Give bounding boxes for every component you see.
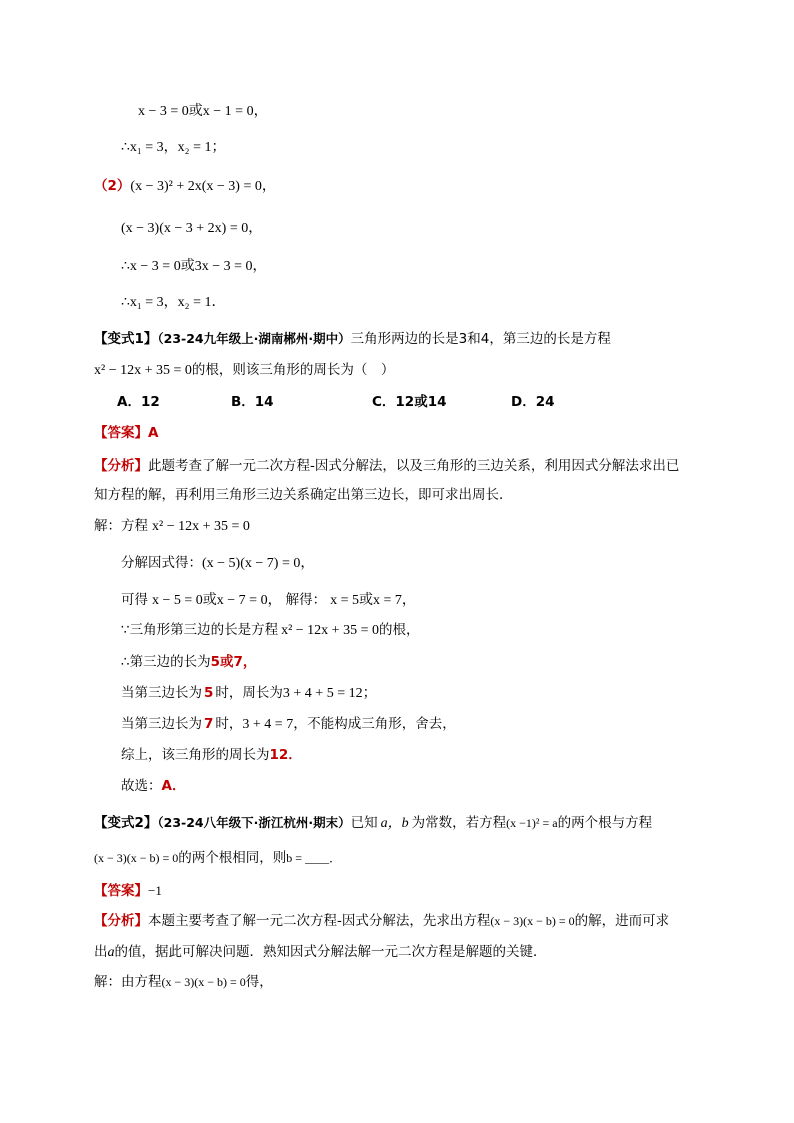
- equation: (x − 3)² + 2x(x − 3) = 0，: [130, 179, 276, 194]
- equation: 3 + 4 = 7，: [242, 717, 308, 732]
- solution-text: ∵三角形第三边的长是方程: [121, 622, 279, 638]
- highlight-value: 12．: [269, 747, 302, 763]
- answer-label: 【答案】: [94, 883, 148, 899]
- option-b: B．14: [231, 394, 274, 410]
- solution-line: [121, 553, 314, 574]
- question-stem: [94, 329, 611, 349]
- stem-text: 的两个根相同，则: [178, 850, 287, 866]
- highlight-value: 7: [204, 716, 214, 732]
- solution-line: [94, 972, 273, 992]
- stem-text: 为常数，若方程: [411, 815, 507, 831]
- analysis-text: 本题主要考查了解一元二次方程-因式分解法，先求出方程: [148, 913, 491, 929]
- question-stem: [94, 360, 394, 381]
- highlight-value: 5或7，: [210, 654, 257, 670]
- solution-line: [94, 516, 250, 537]
- solution-line: (x − 3)(x − 3 + 2x) = 0，: [121, 221, 263, 236]
- question-source: （23-24八年级下·浙江杭州·期末）: [157, 815, 351, 830]
- question-tag: 【变式2】: [94, 815, 158, 831]
- answer-line: [94, 881, 162, 901]
- answer-value: −1: [148, 883, 162, 898]
- answer-value: A: [148, 425, 159, 441]
- question-tag: 【变式1】: [94, 331, 158, 347]
- solution-line: [121, 683, 377, 704]
- solution-line: ∴x₁ = 3，x₂ = 1；: [121, 140, 226, 155]
- solution-text: 解：由方程: [94, 974, 162, 990]
- solution-line: x − 3 = 0或x − 1 = 0，: [138, 104, 268, 119]
- analysis-text: 的解，进而可求: [574, 913, 670, 929]
- equation: (x −1)² = a: [506, 816, 558, 830]
- answer-label: 【答案】: [94, 425, 148, 441]
- solution-text: 综上，该三角形的周长为: [121, 747, 270, 763]
- solution-line: [121, 776, 185, 796]
- equation: x² − 12x + 35 = 0: [281, 623, 379, 638]
- equation: x = 5或x = 7，: [330, 593, 416, 608]
- stem-text: 的两个根与方程: [557, 815, 653, 831]
- analysis-text: 出: [94, 944, 108, 960]
- solution-text: 得，: [245, 974, 273, 990]
- highlight-value: A．: [161, 778, 186, 794]
- analysis-label: 【分析】: [94, 913, 148, 929]
- solution-text: ∴第三边的长为: [121, 654, 211, 670]
- equation: (x − 5)(x − 7) = 0，: [202, 556, 315, 571]
- equation: (x − 3)(x − b) = 0: [94, 851, 179, 865]
- solution-line: [121, 745, 302, 765]
- solution-line: [121, 620, 419, 641]
- solution-line: ∴x₁ = 3，x₂ = 1．: [121, 295, 226, 310]
- variables: a，b: [380, 816, 409, 831]
- question-stem: [94, 848, 341, 868]
- option-c: C．12或14: [372, 394, 447, 410]
- solution-text: 不能构成三角形，舍去，: [307, 716, 456, 732]
- question-stem: [94, 813, 652, 834]
- equation: x² − 12x + 35 = 0: [152, 519, 250, 534]
- solution-text: 的根，: [378, 622, 420, 638]
- equation: (x − 3)(x − b) = 0: [161, 975, 246, 989]
- analysis-line: [94, 942, 547, 963]
- analysis-text: 此题考查了解一元二次方程-因式分解法，以及三角形的三边关系，利用因式分解法求出已: [148, 458, 680, 474]
- solution-text: 当第三边长为: [121, 716, 202, 732]
- answer-line: [94, 423, 158, 443]
- equation: x² − 12x + 35 = 0: [94, 363, 192, 378]
- question-source: （23-24九年级上·湖南郴州·期中）: [157, 331, 351, 346]
- analysis-label: 【分析】: [94, 458, 148, 474]
- option-a: A．12: [117, 394, 160, 410]
- stem-text: 已知: [350, 815, 378, 831]
- solution-line: [121, 652, 256, 672]
- solution-text: 解：方程: [94, 518, 148, 534]
- part-label: （2）: [94, 178, 131, 194]
- solution-text: 分解因式得：: [121, 555, 202, 571]
- solution-line: ∴x − 3 = 0或3x − 3 = 0，: [121, 259, 267, 274]
- solution-text: 解得：: [285, 592, 327, 608]
- highlight-value: 5: [204, 685, 214, 701]
- analysis-text: 的值，据此可解决问题．熟知因式分解法解一元二次方程是解题的关键．: [114, 944, 547, 960]
- solution-text: 当第三边长为: [121, 685, 202, 701]
- solution-line: [121, 714, 456, 735]
- analysis-line: [94, 456, 679, 476]
- analysis-line: 知方程的解，再利用三角形三边关系确定出第三边长，即可求出周长．: [94, 487, 513, 503]
- stem-text: 三角形两边的长是3和4，第三边的长是方程: [350, 331, 611, 347]
- analysis-line: [94, 911, 669, 931]
- solution-text: 可得: [121, 592, 148, 608]
- solution-text: 时，周长为: [215, 685, 283, 701]
- solution-line: [94, 176, 276, 197]
- option-d: D．24: [511, 394, 555, 410]
- solution-text: 时，: [215, 716, 243, 732]
- blank-equation: b = ____．: [286, 851, 342, 865]
- solution-text: 故选：: [121, 778, 162, 794]
- equation: 3 + 4 + 5 = 12；: [282, 686, 377, 701]
- stem-text: 的根，则该三角形的周长为（ ）: [191, 362, 395, 378]
- equation: x − 5 = 0或x − 7 = 0，: [152, 593, 282, 608]
- equation: (x − 3)(x − b) = 0: [490, 914, 575, 928]
- variable: a: [107, 945, 115, 960]
- solution-line: [121, 590, 416, 611]
